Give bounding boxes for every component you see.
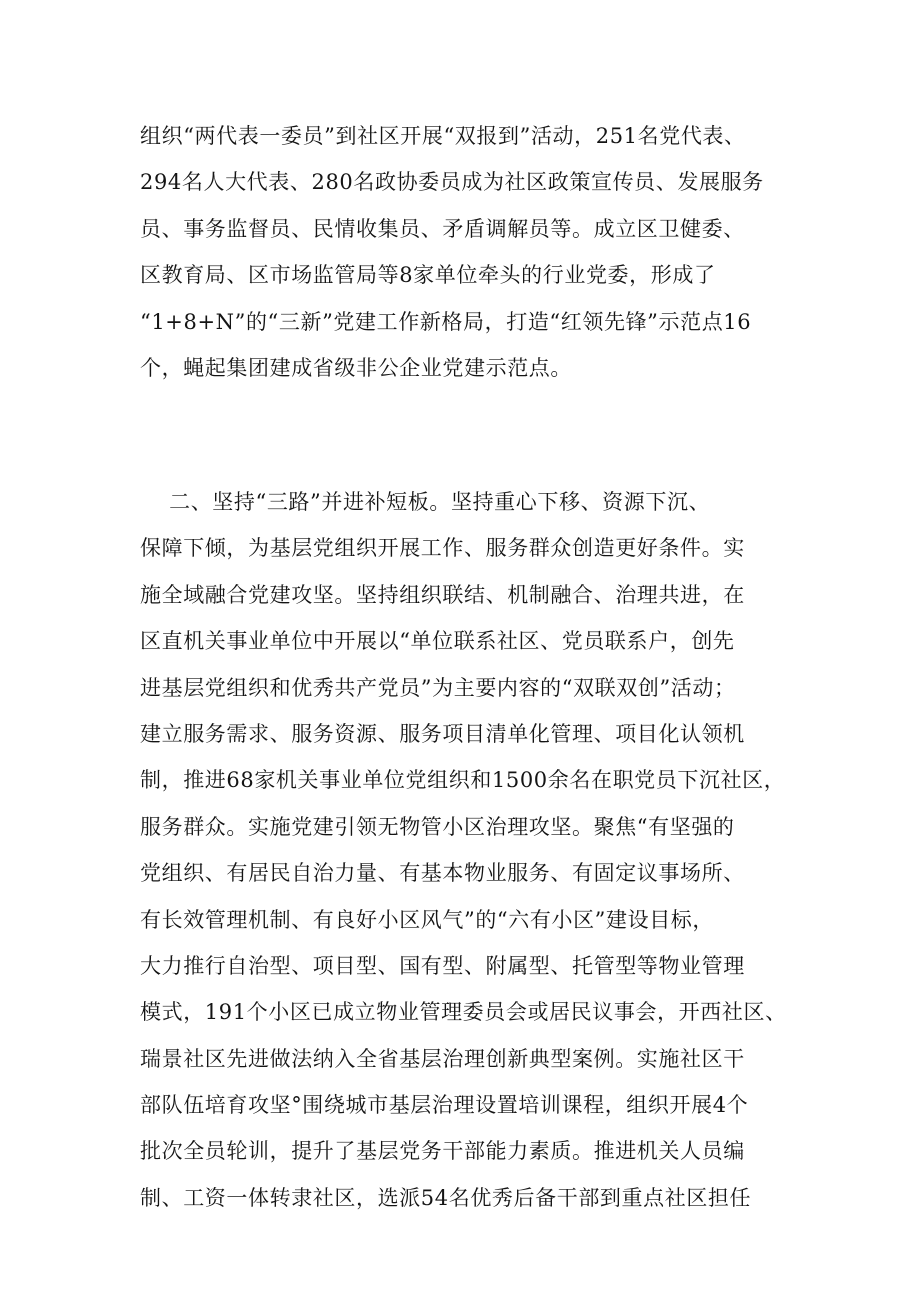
text-line: 施全域融合党建攻坚。坚持组织联结、机制融合、治理共进，在 [140,582,745,607]
text-line: 批次全员轮训，提升了基层党务干部能力素质。推进机关人员编 [140,1139,745,1164]
text-line: 部队伍培育攻坚°围绕城市基层治理设置培训课程，组织开展4个 [140,1093,749,1118]
text-line: 服务群众。实施党建引领无物管小区治理攻坚。聚焦“有坚强的 [140,814,735,839]
text-line: 瑞景社区先进做法纳入全省基层治理创新典型案例。实施社区干 [140,1046,745,1071]
text-line: 区直机关事业单位中开展以“单位联系社区、党员联系户，创先 [140,629,735,654]
paragraph-1 [140,113,800,391]
text-line: 有长效管理机制、有良好小区风气”的“六有小区”建设目标， [140,907,715,932]
paragraph-2 [140,479,800,1221]
text-line: “1+8+N”的“三新”党建工作新格局，打造“红领先锋”示范点16 [140,309,752,334]
text-line: 员、事务监督员、民情收集员、矛盾调解员等。成立区卫健委、 [140,216,745,241]
text-line: 进基层党组织和优秀共产党员”为主要内容的“双联双创”活动； [140,675,736,700]
text-line: 保障下倾，为基层党组织开展工作、服务群众创造更好条件。实 [140,536,745,561]
text-line: 建立服务需求、服务资源、服务项目清单化管理、项目化认领机 [140,721,745,746]
text-line: 党组织、有居民自治力量、有基本物业服务、有固定议事场所、 [140,861,745,886]
section-heading-line: 二、坚持“三路”并进补短板。坚持重心下移、资源下沉、 [140,490,711,514]
text-line: 区教育局、区市场监管局等8家单位牵头的行业党委，形成了 [140,263,716,288]
text-line: 组织“两代表一委员”到社区开展“双报到”活动，251名党代表、 [140,124,746,148]
text-line: 制，推进68家机关事业单位党组织和1500余名在职党员下沉社区， [140,768,786,793]
text-line: 模式，191个小区已成立物业管理委员会或居民议事会，开西社区、 [140,1000,787,1025]
text-line: 294名人大代表、280名政协委员成为社区政策宣传员、发展服务 [140,170,764,195]
text-line: 大力推行自治型、项目型、国有型、附属型、托管型等物业管理 [140,953,745,978]
text-line: 个，蝇起集团建成省级非公企业党建示范点。 [140,355,572,380]
text-line: 制、工资一体转隶社区，选派54名优秀后备干部到重点社区担任 [140,1185,752,1210]
